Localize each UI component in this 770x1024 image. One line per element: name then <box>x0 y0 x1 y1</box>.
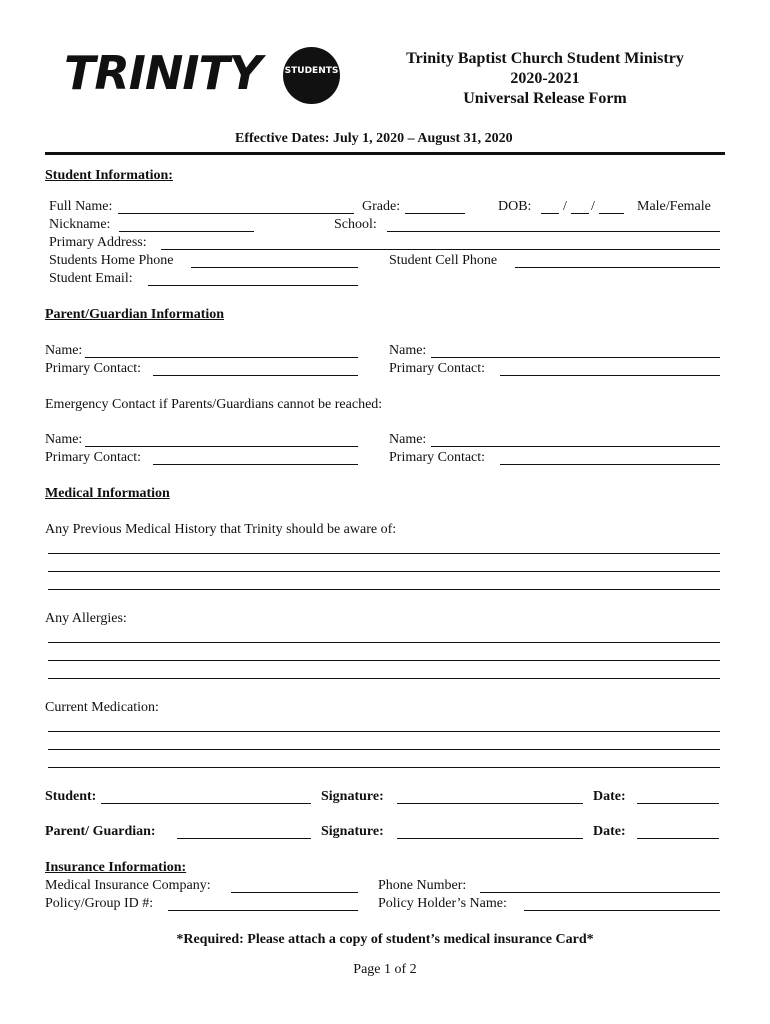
home-phone-label: Students Home Phone <box>49 253 174 268</box>
medical-history-label: Any Previous Medical History that Trinity should be aware of: <box>45 522 397 537</box>
emergency2-name-label: Name: <box>389 432 427 447</box>
allergies-line[interactable] <box>48 678 720 679</box>
logo-wordmark: TRINITY <box>64 46 262 100</box>
policy-holder-field[interactable] <box>524 910 720 911</box>
cell-phone-label: Student Cell Phone <box>389 253 498 268</box>
insurance-company-label: Medical Insurance Company: <box>45 878 211 893</box>
policy-id-label: Policy/Group ID #: <box>45 896 154 911</box>
parent1-contact-field[interactable] <box>153 375 358 376</box>
gender-label[interactable]: Male/Female <box>637 199 711 214</box>
parent-info-heading: Parent/Guardian Information <box>45 307 225 322</box>
student-date-field[interactable] <box>637 803 719 804</box>
parent2-contact-label: Primary Contact: <box>389 361 486 376</box>
parent-sign-label: Parent/ Guardian: <box>45 824 156 839</box>
dob-year-field[interactable] <box>599 213 624 214</box>
student-date-label: Date: <box>593 789 626 804</box>
student-info-heading: Student Information: <box>45 168 173 183</box>
parent-name-field[interactable] <box>177 838 311 839</box>
title-line-3: Universal Release Form <box>463 90 627 107</box>
emergency2-contact-field[interactable] <box>500 464 720 465</box>
email-field[interactable] <box>148 285 358 286</box>
emergency1-contact-field[interactable] <box>153 464 358 465</box>
medication-line[interactable] <box>48 749 720 750</box>
grade-field[interactable] <box>405 213 465 214</box>
medical-info-heading: Medical Information <box>45 486 170 501</box>
school-field[interactable] <box>387 231 720 232</box>
emergency-contact-label: Emergency Contact if Parents/Guardians cannot be reached: <box>45 397 383 412</box>
dob-month-field[interactable] <box>541 213 559 214</box>
dob-separator: / <box>563 199 567 214</box>
insurance-company-field[interactable] <box>231 892 358 893</box>
emergency1-name-label: Name: <box>45 432 83 447</box>
medication-line[interactable] <box>48 731 720 732</box>
parent2-contact-field[interactable] <box>500 375 720 376</box>
medical-history-line[interactable] <box>48 589 720 590</box>
medication-label: Current Medication: <box>45 700 159 715</box>
allergies-line[interactable] <box>48 660 720 661</box>
parent-signature-label: Signature: <box>321 824 384 839</box>
student-signature-field[interactable] <box>397 803 583 804</box>
emergency1-name-field[interactable] <box>85 446 358 447</box>
parent-date-field[interactable] <box>637 838 719 839</box>
logo-badge-text: STUDENTS <box>284 66 339 76</box>
logo-badge <box>283 47 340 104</box>
medication-line[interactable] <box>48 767 720 768</box>
medical-history-line[interactable] <box>48 571 720 572</box>
dob-day-field[interactable] <box>571 213 589 214</box>
title-line-1: Trinity Baptist Church Student Ministry <box>406 50 684 67</box>
required-note: *Required: Please attach a copy of student’s medical insurance Card* <box>176 932 594 947</box>
emergency1-contact-label: Primary Contact: <box>45 450 142 465</box>
insurance-phone-label: Phone Number: <box>378 878 467 893</box>
student-name-field[interactable] <box>101 803 311 804</box>
address-field[interactable] <box>161 249 720 250</box>
full-name-label: Full Name: <box>49 199 113 214</box>
dob-label: DOB: <box>498 199 532 214</box>
grade-label: Grade: <box>362 199 401 214</box>
parent1-name-label: Name: <box>45 343 83 358</box>
nickname-label: Nickname: <box>49 217 111 232</box>
emergency2-contact-label: Primary Contact: <box>389 450 486 465</box>
allergies-line[interactable] <box>48 642 720 643</box>
parent1-contact-label: Primary Contact: <box>45 361 142 376</box>
policy-id-field[interactable] <box>168 910 358 911</box>
parent1-name-field[interactable] <box>85 357 358 358</box>
parent-date-label: Date: <box>593 824 626 839</box>
nickname-field[interactable] <box>119 231 254 232</box>
school-label: School: <box>334 217 377 232</box>
full-name-field[interactable] <box>118 213 354 214</box>
student-sign-label: Student: <box>45 789 97 804</box>
parent2-name-field[interactable] <box>431 357 720 358</box>
parent-signature-field[interactable] <box>397 838 583 839</box>
medical-history-line[interactable] <box>48 553 720 554</box>
home-phone-field[interactable] <box>191 267 358 268</box>
email-label: Student Email: <box>49 271 133 286</box>
insurance-heading: Insurance Information: <box>45 860 187 875</box>
header-rule <box>45 152 725 155</box>
allergies-label: Any Allergies: <box>45 611 127 626</box>
student-signature-label: Signature: <box>321 789 384 804</box>
dob-separator: / <box>591 199 595 214</box>
page-number: Page 1 of 2 <box>353 962 417 977</box>
policy-holder-label: Policy Holder’s Name: <box>378 896 507 911</box>
cell-phone-field[interactable] <box>515 267 720 268</box>
emergency2-name-field[interactable] <box>431 446 720 447</box>
address-label: Primary Address: <box>49 235 147 250</box>
effective-dates: Effective Dates: July 1, 2020 – August 31, 2020 <box>235 131 513 146</box>
insurance-phone-field[interactable] <box>480 892 720 893</box>
title-line-2: 2020-2021 <box>510 70 580 87</box>
parent2-name-label: Name: <box>389 343 427 358</box>
form-title <box>375 49 715 109</box>
